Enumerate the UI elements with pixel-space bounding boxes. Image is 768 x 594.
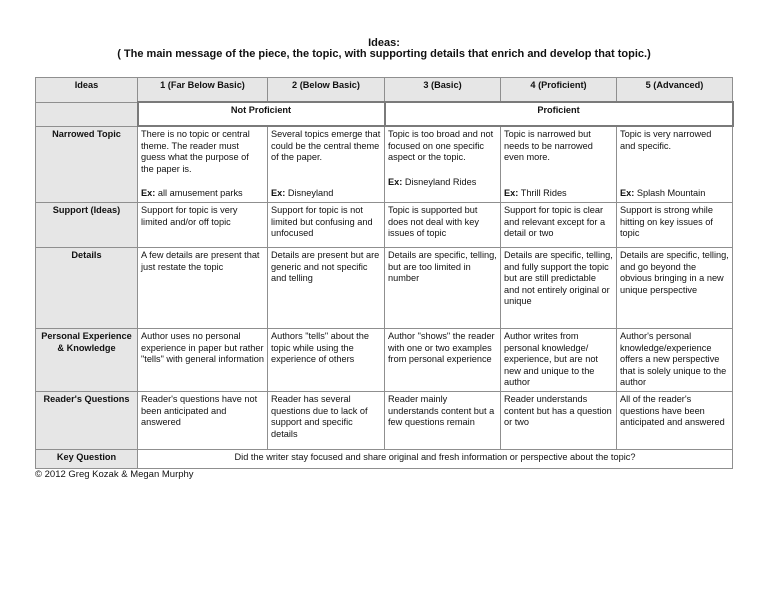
header-level-3: 3 (Basic) [385,78,501,103]
cell: Reader understands content but has a question or two [501,391,617,449]
row-details [36,247,733,328]
header-level-2: 2 (Below Basic) [268,78,385,103]
key-question-label: Key Question [36,449,138,468]
row-label: Reader's Questions [36,391,138,449]
cell: Reader mainly understands content but a few questions remain [385,391,501,449]
cell: Author "shows" the reader with one or two examples from personal experience [385,328,501,391]
cell: Support for topic is very limited and/or off topic [138,202,268,247]
row-label: Narrowed Topic [36,126,138,202]
header-level-1: 1 (Far Below Basic) [138,78,268,103]
row-support [36,202,733,247]
band-spacer [36,102,138,126]
cell: Reader's questions have not been anticipated and answered [138,391,268,449]
cell: Author writes from personal knowledge/ experience, but are not new and unique to the author [501,328,617,391]
document-subtitle: ( The main message of the piece, the topic, with supporting details that enrich and develop that topic.) [117,48,651,60]
band-proficient: Proficient [385,102,733,126]
row-label: Support (Ideas) [36,202,138,247]
cell: Reader has several questions due to lack of support and specific details [268,391,385,449]
cell: All of the reader's questions have been anticipated and answered [617,391,733,449]
header-corner: Ideas [36,78,138,103]
header-row [36,78,733,103]
cell: Support for topic is not limited but confusing and unfocused [268,202,385,247]
row-readers-questions [36,391,733,449]
cell: Topic is very narrowed and specific. Ex: Splash Mountain [617,126,733,202]
cell: A few details are present that just restate the topic [138,247,268,328]
cell: Topic is too broad and not focused on one specific aspect or the topic. Ex: Disneyland Rides [385,126,501,202]
cell: There is no topic or central theme. The reader must guess what the purpose of the paper is. Ex: all amusement parks [138,126,268,202]
cell: Topic is narrowed but needs to be narrowed even more. Ex: Thrill Rides [501,126,617,202]
cell: Support is strong while hitting on key issues of topic [617,202,733,247]
cell: Details are specific, telling, and fully support the topic but are still predictable and not entirely original or unique [501,247,617,328]
row-personal-experience [36,328,733,391]
key-question-text: Did the writer stay focused and share original and fresh information or perspective about the topic? [138,449,733,468]
cell: Details are specific, telling, and go beyond the obvious bringing in a new unique perspective [617,247,733,328]
cell: Author's personal knowledge/experience offers a new perspective that is solely unique to the author [617,328,733,391]
rubric-table [35,77,734,469]
copyright-notice: © 2012 Greg Kozak & Megan Murphy [35,469,194,480]
band-not-proficient: Not Proficient [138,102,385,126]
header-level-5: 5 (Advanced) [617,78,733,103]
cell: Support for topic is clear and relevant except for a detail or two [501,202,617,247]
document-title: Ideas: [368,37,400,49]
row-key-question [36,449,733,468]
row-label: Details [36,247,138,328]
band-row [36,102,733,126]
row-narrowed-topic [36,126,733,202]
row-label: Personal Experience & Knowledge [36,328,138,391]
header-level-4: 4 (Proficient) [501,78,617,103]
cell: Topic is supported but does not deal with key issues of topic [385,202,501,247]
cell: Details are present but are generic and not specific and telling [268,247,385,328]
cell: Details are specific, telling, but are too limited in number [385,247,501,328]
cell: Author uses no personal experience in paper but rather "tells" with general information [138,328,268,391]
cell: Several topics emerge that could be the central theme of the paper. Ex: Disneyland [268,126,385,202]
cell: Authors "tells" about the topic while using the experience of others [268,328,385,391]
